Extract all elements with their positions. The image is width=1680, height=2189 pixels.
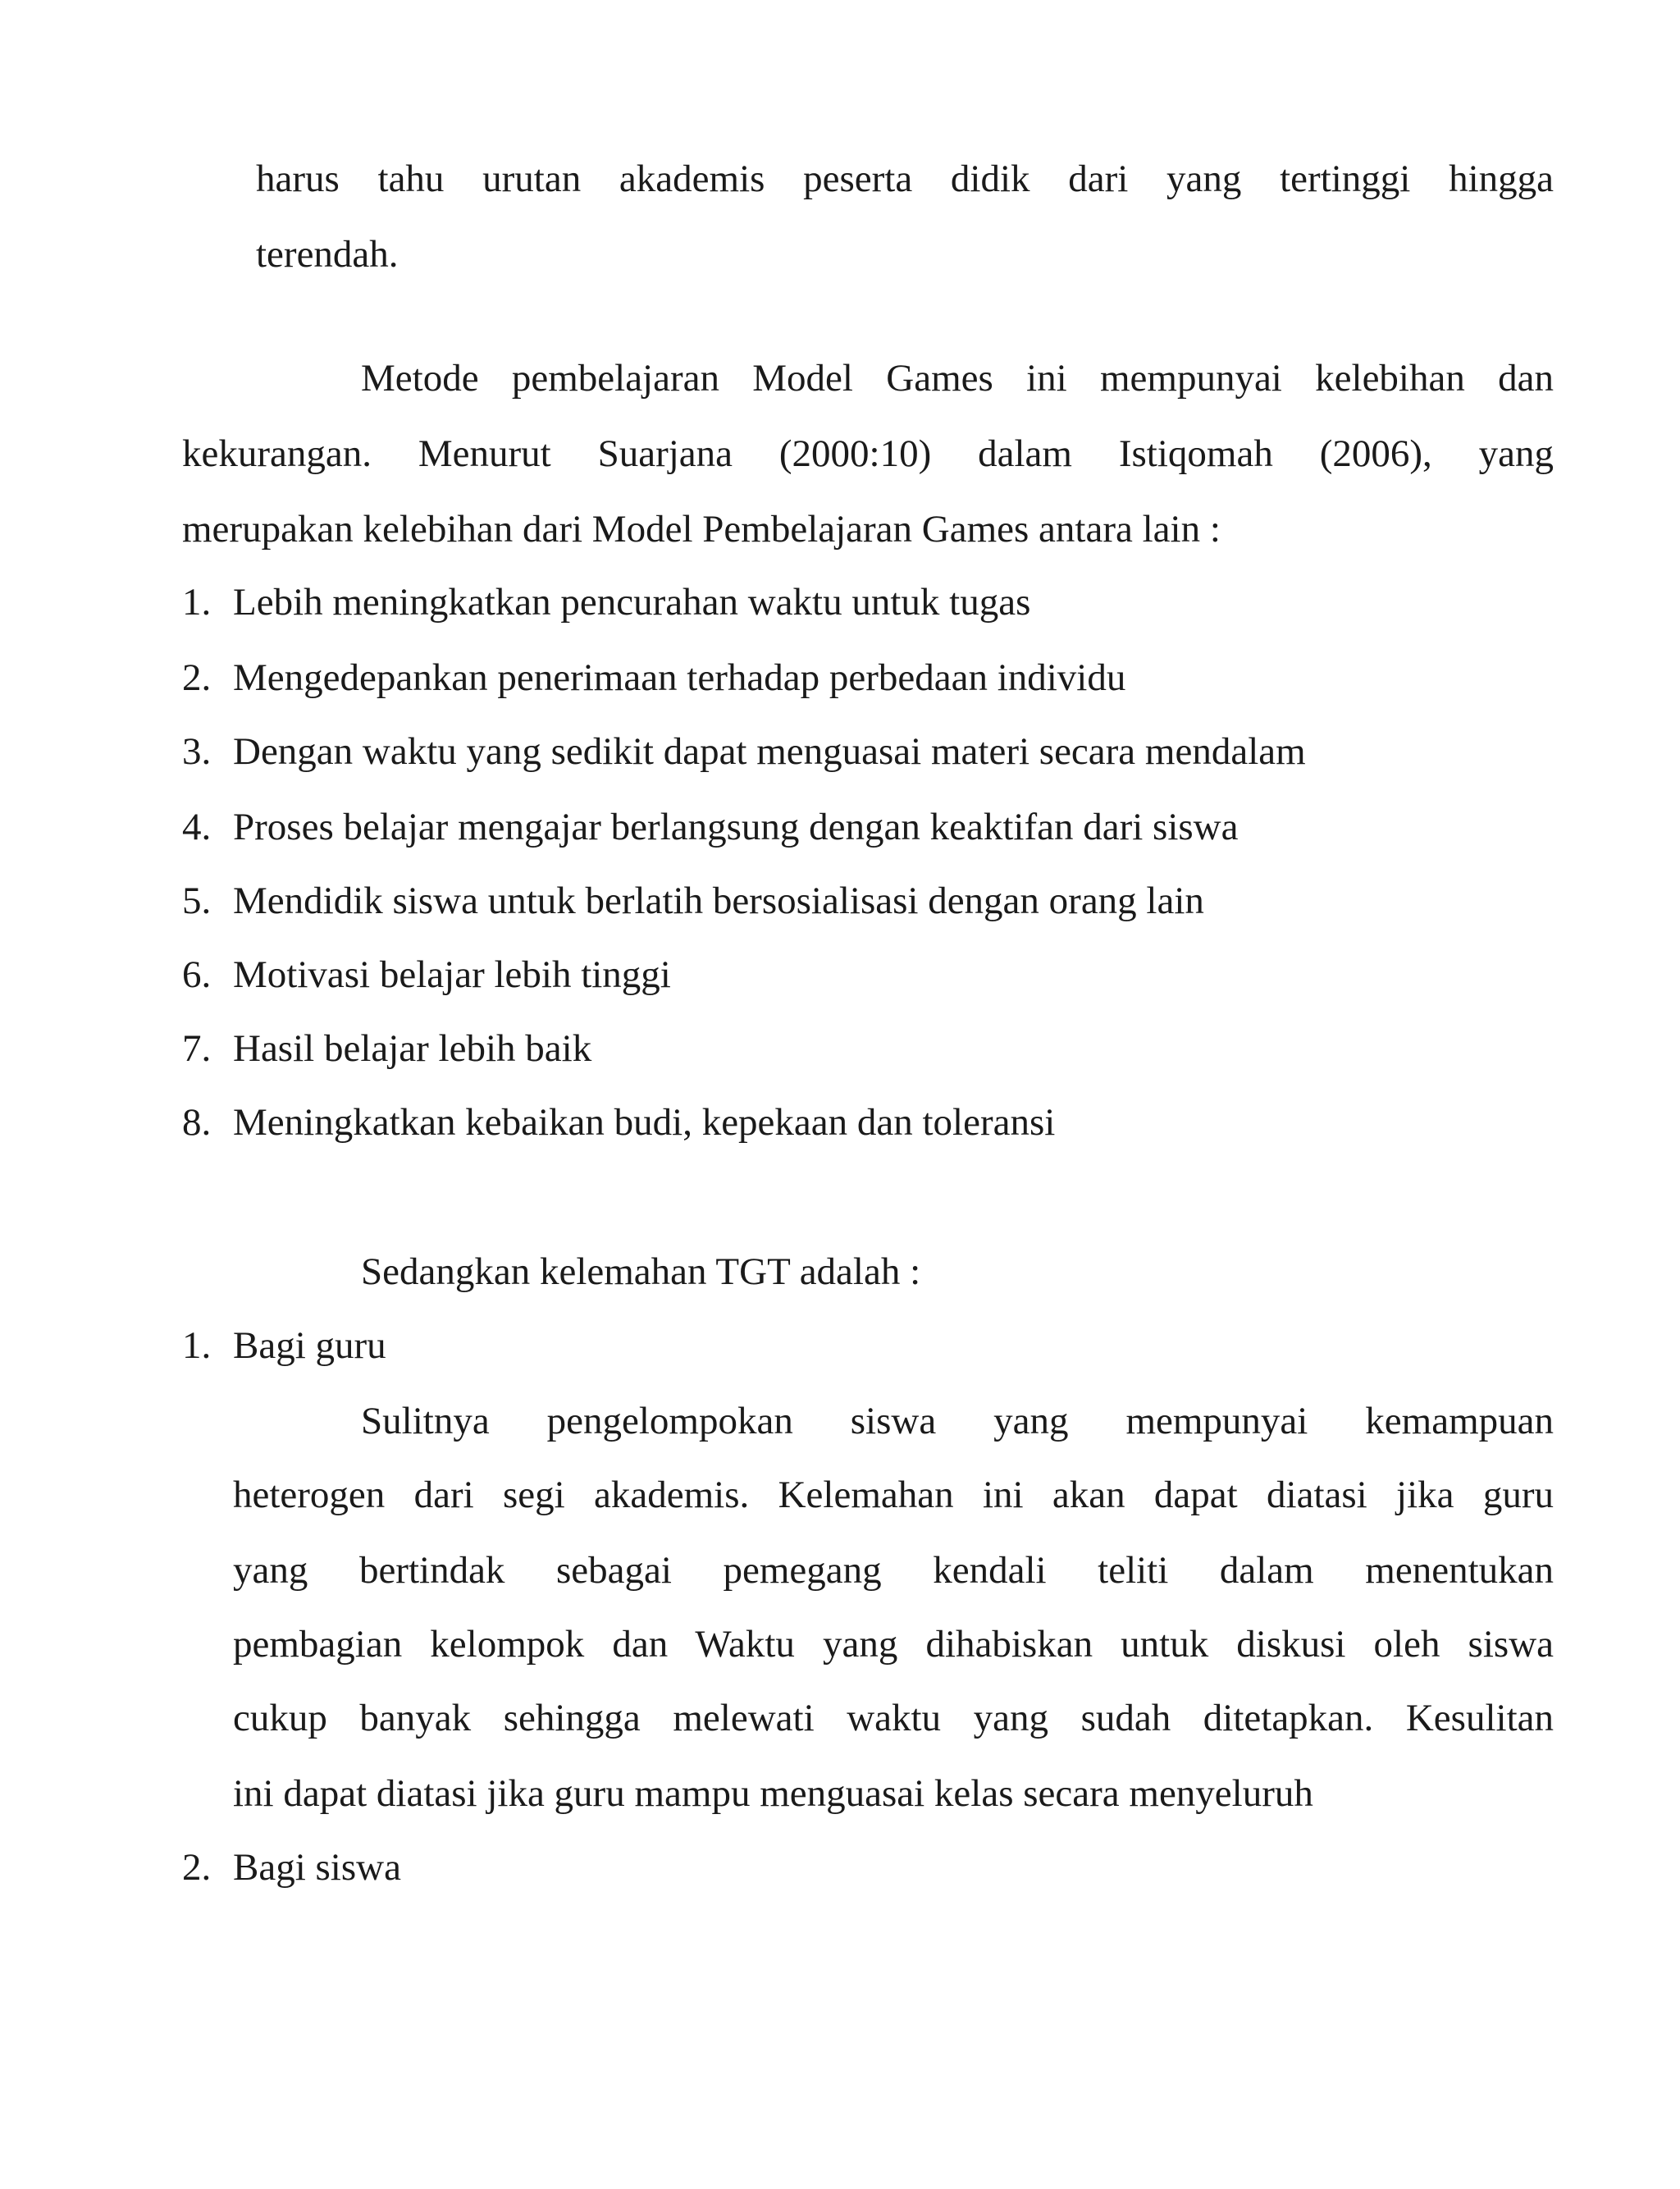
weakness-body-line-6: ini dapat diatasi jika guru mampu menguasai kelas secara menyeluruh xyxy=(233,1772,1313,1815)
carryover-line-1: harus tahu urutan akademis peserta didik dari yang tertinggi hingga xyxy=(256,158,1554,200)
paragraph-1-line-1: Metode pembelajaran Model Games ini mempunyai kelebihan dan xyxy=(361,357,1554,400)
list-item-heading: Bagi guru xyxy=(233,1324,386,1367)
list-item-heading: Bagi siswa xyxy=(233,1846,401,1889)
list-item-text: Dengan waktu yang sedikit dapat menguasai materi secara mendalam xyxy=(233,730,1306,773)
list-item-text: Proses belajar mengajar berlangsung dengan keaktifan dari siswa xyxy=(233,806,1239,848)
list-item-text: Hasil belajar lebih baik xyxy=(233,1027,592,1070)
list-item-number: 5. xyxy=(182,880,212,922)
list-item-text: Lebih meningkatkan pencurahan waktu untuk tugas xyxy=(233,581,1031,624)
weakness-body-line-1: Sulitnya pengelompokan siswa yang mempunyai kemampuan xyxy=(361,1400,1554,1442)
list-item-number: 1. xyxy=(182,581,212,624)
weakness-intro: Sedangkan kelemahan TGT adalah : xyxy=(361,1250,921,1293)
weakness-body-line-2: heterogen dari segi akademis. Kelemahan ini akan dapat diatasi jika guru xyxy=(233,1474,1554,1516)
paragraph-1-line-2: kekurangan. Menurut Suarjana (2000:10) dalam Istiqomah (2006), yang xyxy=(182,432,1554,475)
list-item-number: 7. xyxy=(182,1027,212,1070)
weakness-body-line-3: yang bertindak sebagai pemegang kendali teliti dalam menentukan xyxy=(233,1549,1554,1592)
list-item-number: 3. xyxy=(182,730,212,773)
list-item-number: 2. xyxy=(182,1846,212,1889)
list-item-text: Mendidik siswa untuk berlatih bersosialisasi dengan orang lain xyxy=(233,880,1204,922)
weakness-body-line-5: cukup banyak sehingga melewati waktu yang sudah ditetapkan. Kesulitan xyxy=(233,1697,1554,1739)
carryover-line-2: terendah. xyxy=(256,233,399,276)
weakness-body-line-4: pembagian kelompok dan Waktu yang dihabiskan untuk diskusi oleh siswa xyxy=(233,1623,1554,1666)
list-item-number: 1. xyxy=(182,1324,212,1367)
paragraph-1-line-3: merupakan kelebihan dari Model Pembelajaran Games antara lain : xyxy=(182,508,1221,551)
list-item-text: Mengedepankan penerimaan terhadap perbedaan individu xyxy=(233,656,1126,699)
list-item-text: Meningkatkan kebaikan budi, kepekaan dan toleransi xyxy=(233,1101,1056,1144)
list-item-number: 8. xyxy=(182,1101,212,1144)
list-item-text: Motivasi belajar lebih tinggi xyxy=(233,953,671,996)
list-item-number: 2. xyxy=(182,656,212,699)
list-item-number: 6. xyxy=(182,953,212,996)
list-item-number: 4. xyxy=(182,806,212,848)
